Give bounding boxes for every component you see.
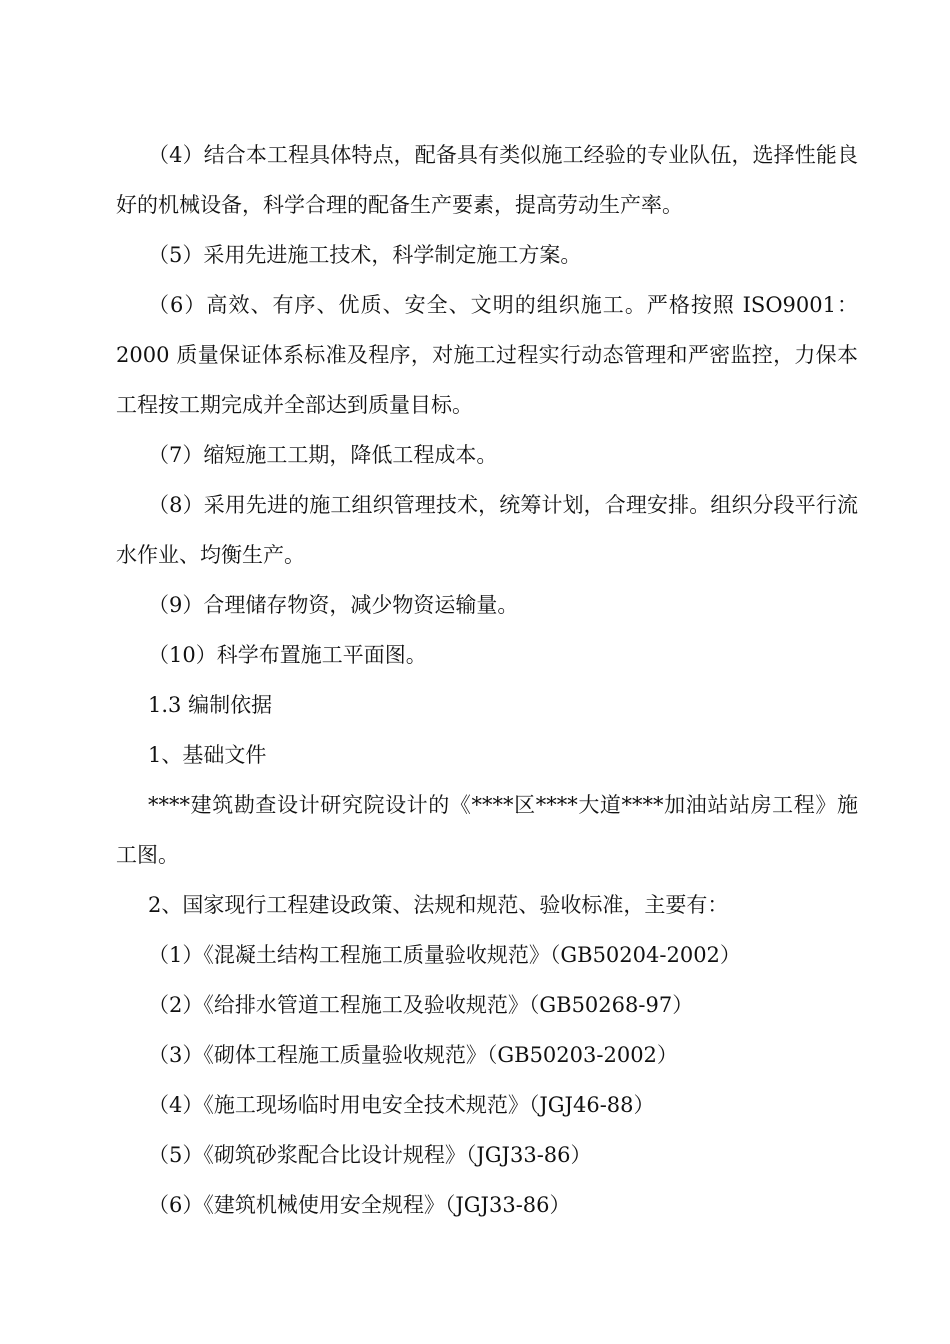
paragraph-item-9: （9）合理储存物资，减少物资运输量。 [148, 593, 519, 617]
standard-item-1: （1）《混凝土结构工程施工质量验收规范》（GB50204-2002） [148, 943, 741, 967]
document-body [116, 130, 858, 1230]
paragraph-item-4: （4）结合本工程具体特点，配备具有类似施工经验的专业队伍，选择性能良好的机械设备，科学合理的配备生产要素，提高劳动生产率。 [116, 143, 858, 217]
section-heading: 1.3 编制依据 [148, 693, 273, 717]
standard-item-3: （3）《砌体工程施工质量验收规范》（GB50203-2002） [148, 1043, 678, 1067]
paragraph-item-10: （10）科学布置施工平面图。 [148, 643, 427, 667]
standard-item-4: （4）《施工现场临时用电安全技术规范》（JGJ46-88） [148, 1093, 655, 1117]
standard-item-2: （2）《给排水管道工程施工及验收规范》（GB50268-97） [148, 993, 694, 1017]
standard-item-5: （5）《砌筑砂浆配合比设计规程》（JGJ33-86） [148, 1143, 592, 1167]
paragraph-item-8: （8）采用先进的施工组织管理技术，统筹计划，合理安排。组织分段平行流水作业、均衡生产。 [116, 493, 858, 567]
standard-item-6: （6）《建筑机械使用安全规程》（JGJ33-86） [148, 1193, 571, 1217]
paragraph-item-7: （7）缩短施工工期，降低工程成本。 [148, 443, 498, 467]
subsection-heading-standards: 2、国家现行工程建设政策、法规和规范、验收标准，主要有： [148, 893, 729, 917]
paragraph-item-6: （6）高效、有序、优质、安全、文明的组织施工。严格按照 ISO9001：2000 质量保证体系标准及程序，对施工过程实行动态管理和严密监控，力保本工程按工期完成并全部达到质量目标。 [116, 293, 858, 417]
paragraph-design-basis: ****建筑勘查设计研究院设计的《****区****大道****加油站站房工程》施工图。 [116, 793, 858, 867]
paragraph-item-5: （5）采用先进施工技术，科学制定施工方案。 [148, 243, 582, 267]
subsection-heading-basic-docs: 1、基础文件 [148, 743, 267, 767]
